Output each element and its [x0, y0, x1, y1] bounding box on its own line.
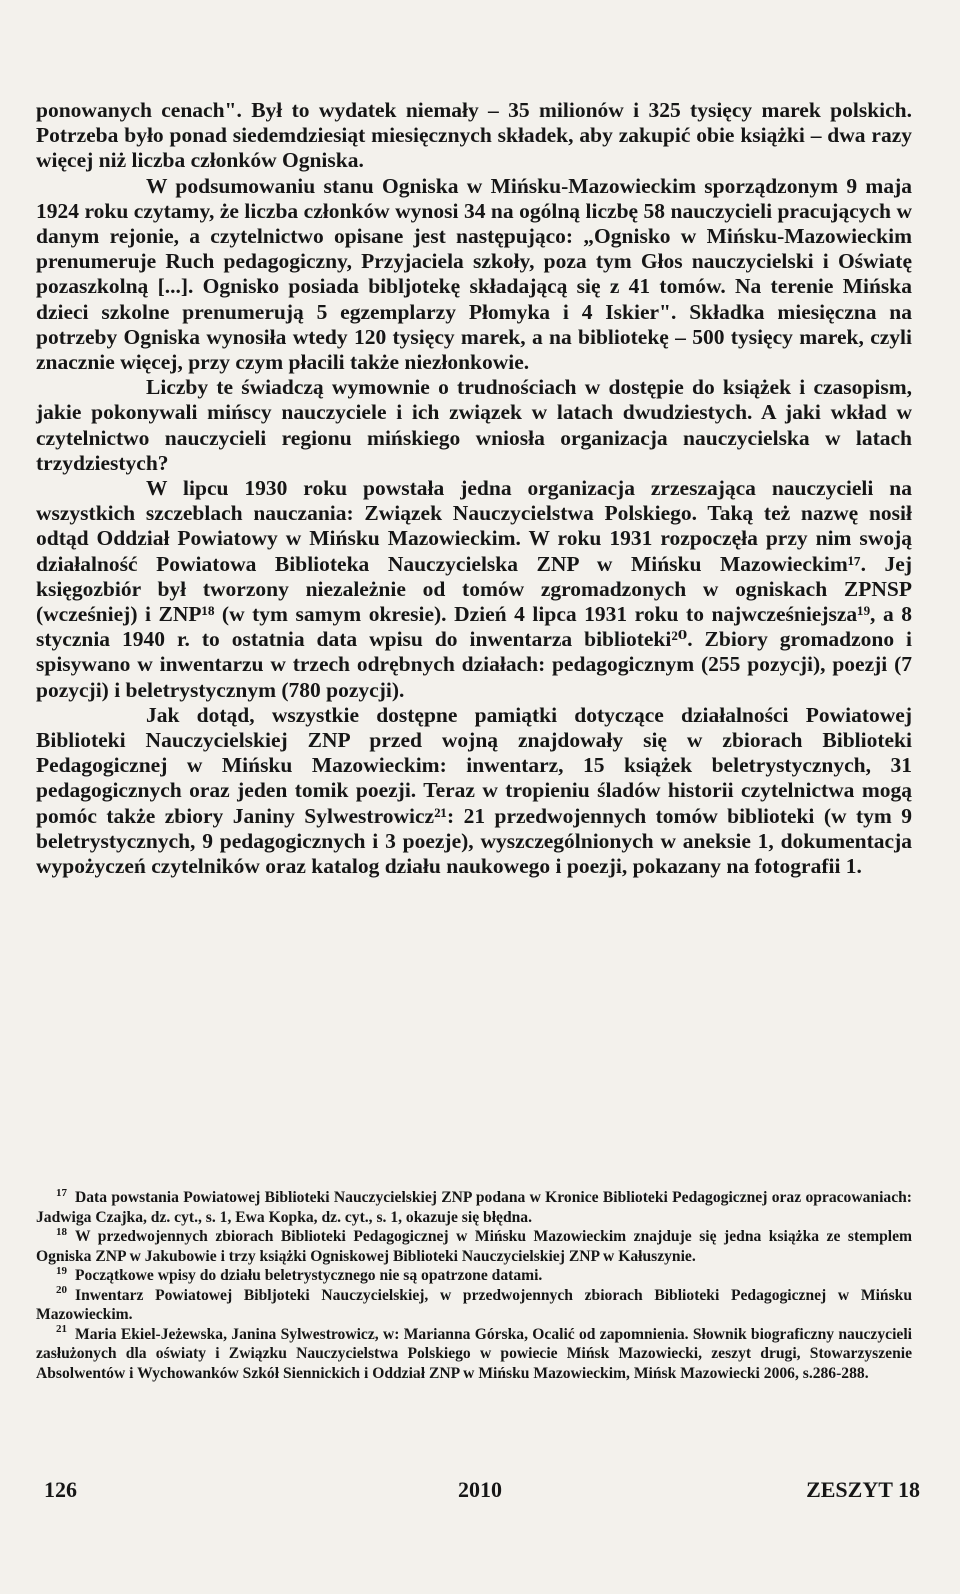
footnote	[36, 1188, 912, 1227]
page-footer	[40, 1477, 920, 1505]
footer-issue: ZESZYT 18	[806, 1477, 920, 1502]
footnote	[36, 1227, 912, 1266]
footnote	[36, 1325, 912, 1384]
footnote-text: Data powstania Powiatowej Biblioteki Nauczycielskiej ZNP podana w Kronice Biblioteki Pedagogicznej oraz opracowaniach: Jadwiga Czajka, dz. cyt., s. 1, Ewa Kopka, dz. cyt., s. 1, okazuje się błędna.	[36, 1189, 912, 1226]
footnote	[36, 1286, 912, 1325]
footnote-text: Maria Ekiel-Jeżewska, Janina Sylwestrowicz, w: Marianna Górska, Ocalić od zapomnienia. Słownik biograficzny nauczycieli zasłużonych dla oświaty i Związku Nauczycielstwa Polskiego w powiecie Mińsk Mazowiecki, zeszyt drugi, Stowarzyszenie Absolwentów i Wychowanków Szkół Siennickich i Oddział ZNP w Mińsku Mazowieckim, Mińsk Mazowiecki 2006, s.286-288.	[36, 1325, 912, 1382]
main-text	[36, 98, 912, 879]
paragraph-2: W podsumowaniu stanu Ogniska w Mińsku-Mazowieckim sporządzonym 9 maja 1924 roku czytamy, że liczba członków wynosi 34 na ogólną liczbę 58 nauczycieli pracujących w danym rejonie, a czytelnictwo opisane jest następująco: „Ognisko w Mińsku-Mazowieckim prenumeruje Ruch pedagogiczny, Przyjaciela szkoły, poza tym Głos nauczycielski i Oświatę pozaszkolną [...]. Ognisko posiada bibljotekę składającą się z 41 tomów. Na terenie Mińska dzieci szkolne prenumerują 5 egzemplarzy Płomyka i 4 Iskier". Składka miesięczna na potrzeby Ogniska wynosiła wtedy 120 tysięcy marek, a na bibliotekę – 500 tysięcy marek, czyli znacznie więcej, przy czym płacili także niezłonkowie.	[36, 173, 912, 375]
footnote-number: 18	[56, 1225, 67, 1238]
paragraph-5: Jak dotąd, wszystkie dostępne pamiątki dotyczące działalności Powiatowej Biblioteki Nauczycielskiej ZNP przed wojną znajdowały się w zbiorach Biblioteki Pedagogicznej w Mińsku Mazowieckim: inwentarz, 15 książek beletrystycznych, 31 pedagogicznych oraz jeden tomik poezji. Teraz w tropieniu śladów historii czytelnictwa mogą pomóc także zbiory Janiny Sylwestrowicz²¹: 21 przedwojennych tomów biblioteki (w tym 9 beletrystycznych, 9 pedagogicznych i 3 poezje), wyszczególnionych w aneksie 1, dokumentacja wypożyczeń czytelników oraz katalog działu naukowego i poezji, pokazany na fotografii 1.	[36, 702, 912, 879]
footnote-number: 20	[56, 1284, 67, 1297]
footnote-number: 19	[56, 1264, 67, 1277]
footnote-number: 21	[56, 1323, 67, 1336]
footnote-number: 17	[56, 1186, 67, 1199]
paragraph-4: W lipcu 1930 roku powstała jedna organizacja zrzeszająca nauczycieli na wszystkich szczeblach nauczania: Związek Nauczycielstwa Polskiego. Taką też nazwę nosił odtąd Oddział Powiatowy w Mińsku Mazowieckim. W roku 1931 rozpoczęła przy nim swoją działalność Powiatowa Biblioteka Nauczycielska ZNP w Mińsku Mazowieckim¹⁷. Jej księgozbiór był tworzony niezależnie od tomów zgromadzonych w ogniskach ZPNSP (wcześniej) i ZNP¹⁸ (w tym samym okresie). Dzień 4 lipca 1931 roku to najwcześniejsza¹⁹, a 8 stycznia 1940 r. to ostatnia data wpisu do inwentarza biblioteki²⁰. Zbiory gromadzono i spisywano w inwentarzu w trzech odrębnych działach: pedagogicznym (255 pozycji), poezji (7 pozycji) i beletrystycznym (780 pozycji).	[36, 476, 912, 702]
footnote-text: Początkowe wpisy do działu beletrystycznego nie są opatrzone datami.	[75, 1267, 543, 1284]
page-number: 126	[44, 1477, 77, 1502]
footnote	[36, 1266, 912, 1286]
footnote-text: Inwentarz Powiatowej Bibljoteki Nauczycielskiej, w przedwojennych zbiorach Biblioteki Pedagogicznej w Mińsku Mazowieckim.	[36, 1286, 912, 1323]
footer-year: 2010	[458, 1477, 502, 1502]
footnotes	[36, 1188, 912, 1383]
paragraph-1: ponowanych cenach". Był to wydatek niemały – 35 milionów i 325 tysięcy marek polskich. Potrzeba było ponad siedemdziesiąt miesięcznych składek, aby zakupić obie książki – dwa razy więcej niż liczba członków Ogniska.	[36, 98, 912, 173]
paragraph-3: Liczby te świadczą wymownie o trudnościach w dostępie do książek i czasopism, jakie pokonywali mińscy nauczyciele i ich związek w latach dwudziestych. A jaki wkład w czytelnictwo nauczycieli regionu mińskiego wniosła organizacja nauczycielska w latach trzydziestych?	[36, 375, 912, 475]
footnote-text: W przedwojennych zbiorach Biblioteki Pedagogicznej w Mińsku Mazowieckim znajduje się jedna książka ze stemplem Ogniska ZNP w Jakubowie i trzy książki Ogniskowej Biblioteki Nauczycielskiej ZNP w Kałuszynie.	[36, 1228, 912, 1265]
